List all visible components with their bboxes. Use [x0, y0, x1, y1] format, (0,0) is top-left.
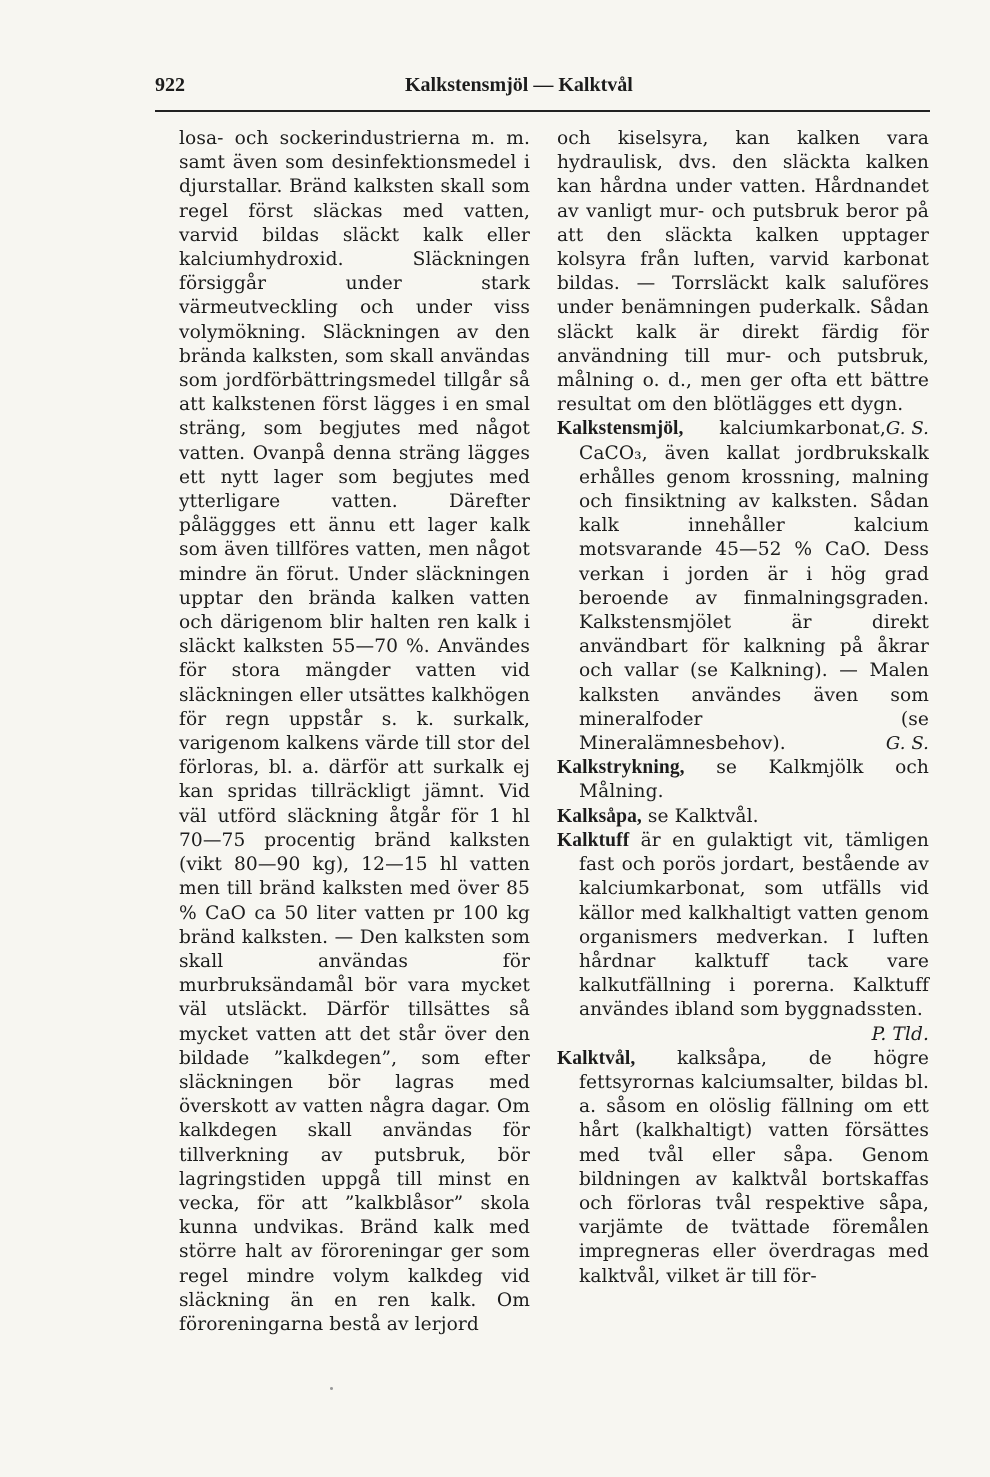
entry-text: kalciumkarbonat, CaCO₃, även kallat jordbrukskalk erhålles genom krossning, malning och finsiktning av kalksten. Sådan kalk innehåller kalcium motsvarande 45—52 % CaO. Dess verkan i jorden är i hög grad beroende av finmalningsgraden. Kalkstensmjölet är direkt användbart för kalkning på åkrar och vallar (se Kalkning). — Malen kalksten användes även som mineralfoder (se Mineralämnesbehov). [579, 418, 929, 755]
signature: G. S. [885, 418, 929, 440]
entry-kalksapa [557, 805, 929, 829]
signature: G. S. [885, 733, 929, 755]
entry-text: se Kalkmjölk och Målning. [579, 757, 929, 803]
entry-kalktuff [557, 829, 929, 1047]
running-title: Kalkstensmjöl — Kalktvål [405, 74, 633, 96]
right-column [557, 127, 929, 1289]
entry-text: se Kalktvål. [641, 805, 759, 827]
entry-term: Kalkstrykning, [557, 757, 685, 779]
entry-kalkstensmjol [557, 417, 929, 756]
left-column-text: losa- och sockerindustrierna m. m. samt även som desinfektionsmedel i djurstallar. Bränd kalksten skall som regel först släckas med vatten, varvid bildas släckt kalk eller kalciumhydroxid. Släckningen försiggår under stark värmeutveckling och under viss volymökning. Släckningen av den brända kalksten, som skall användas som jordförbättringsmedel tillgår så att kalkstenen först lägges i en smal sträng, som begjutes med något vatten. Ovanpå denna sträng lägges ett nytt lager som begjutes med ytterligare vatten. Därefter påläggges ett ännu ett lager kalk som även tillföres vatten, men något mindre än förut. Under släckningen upptar den brända kalken vatten och därigenom blir halten ren kalk i släckt kalksten 55—70 %. Användes för stora mängder vatten vid släckningen eller utsättes kalkhögen för regn uppstår s. k. surkalk, varigenom kalkens värde till stor del förloras, bl. a. därför att surkalk ej kan spridas tillräckligt jämnt. Vid väl utförd släckning åtgår för 1 hl 70—75 procentig bränd kalksten (vikt 80—90 kg), 12—15 hl vatten men till bränd kalksten med över 85 % CaO ca 50 liter vatten pr 100 kg bränd kalksten. — Den kalksten som skall användas för murbruksändamål bör vara mycket väl utsläckt. Därför tillsättes så mycket vatten att det står över den bildade ”kalkdegen”, som efter släckningen bör lagras med överskott av vatten några dagar. Om kalkdegen skall användas för tillverkning av putsbruk, bör lagringstiden uppgå till minst en vecka, för att ”kalkblåsor” skola kunna undvikas. Bränd kalk med större halt av föroreningar ger som regel mindre volym kalkdeg vid släckning än en ren kalk. Om föroreningarna bestå av lerjord [179, 128, 530, 1335]
entry-kalktval [557, 1047, 929, 1289]
entry-term: Kalktuff [557, 829, 630, 851]
page-header [155, 74, 930, 104]
signature: P. Tld. [871, 1023, 929, 1045]
page-number: 922 [155, 74, 185, 96]
entry-kalkstrykning [557, 756, 929, 804]
entry-term: Kalksåpa, [557, 805, 642, 827]
continuation-text: och kiselsyra, kan kalken vara hydraulisk, dvs. den släckta kalken kan hårdna under vatten. Hårdnandet av vanligt mur- och putsbruk beror på att den släckta kalken upptager kolsyra från luften, varvid karbonat bildas. — Torrsläckt kalk saluföres under benämningen puderkalk. Sådan släckt kalk är direkt färdig för användning till mur- och putsbruk, målning o. d., men ger ofta ett bättre resultat om den blötlägges ett dygn. [557, 128, 929, 416]
entry-text: kalksåpa, de högre fettsyrornas kalciumsalter, bildas bl. a. såsom en olöslig fällning om ett hårt (kalkhaltigt) vatten försättes med tvål eller såpa. Genom bildningen av kalktvål bortskaffas och förloras tvål respektive såpa, varjämte de tvättade föremålen impregneras eller överdragas med kalktvål, vilket är till för- [579, 1047, 929, 1287]
left-column [179, 127, 530, 1337]
entry-term: Kalktvål, [557, 1047, 636, 1069]
entry-text: är en gulaktigt vit, tämligen fast och porös jordart, bestående av kalciumkarbonat, som utfälls vid källor med kalkhaltigt vatten genom organismers medverkan. I luften hårdnar kalktuff tack vare kalkutfällning i porerna. Kalktuff användes ibland som byggnadssten. [579, 829, 929, 1021]
print-speck [330, 1387, 333, 1390]
entry-term: Kalkstensmjöl, [557, 418, 684, 440]
header-rule [155, 110, 930, 112]
